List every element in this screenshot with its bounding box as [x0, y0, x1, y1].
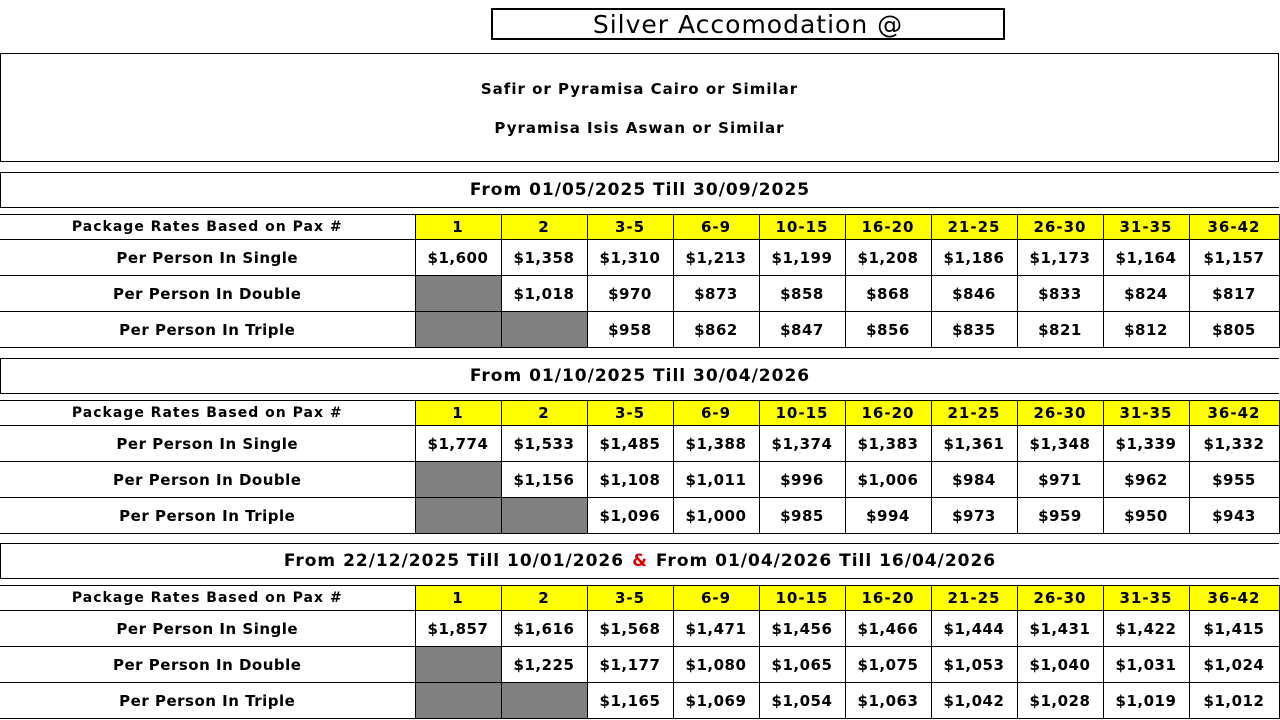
price-cell: $1,069	[673, 683, 759, 719]
table-row	[0, 462, 1279, 498]
price-cell: $1,225	[501, 647, 587, 683]
price-cell: $1,388	[673, 426, 759, 462]
price-cell: $1,006	[845, 462, 931, 498]
price-cell: $1,616	[501, 611, 587, 647]
season-3-period-ampersand: &	[632, 551, 648, 571]
unavailable-cell	[501, 683, 587, 719]
table-header-row	[0, 586, 1279, 611]
price-cell: $847	[759, 312, 845, 348]
price-cell: $1,108	[587, 462, 673, 498]
unavailable-cell	[415, 312, 501, 348]
pax-group-header: 10-15	[759, 401, 845, 426]
price-cell: $1,075	[845, 647, 931, 683]
pax-group-header: 16-20	[845, 401, 931, 426]
price-cell: $1,208	[845, 240, 931, 276]
price-cell: $973	[931, 498, 1017, 534]
header-label: Package Rates Based on Pax #	[0, 215, 415, 240]
price-cell: $985	[759, 498, 845, 534]
pax-group-header: 1	[415, 401, 501, 426]
row-label: Per Person In Double	[0, 276, 415, 312]
price-cell: $1,471	[673, 611, 759, 647]
pax-group-header: 36-42	[1189, 215, 1279, 240]
price-cell: $996	[759, 462, 845, 498]
price-cell: $821	[1017, 312, 1103, 348]
pax-group-header: 21-25	[931, 215, 1017, 240]
pax-group-header: 36-42	[1189, 586, 1279, 611]
pax-group-header: 6-9	[673, 401, 759, 426]
price-cell: $1,019	[1103, 683, 1189, 719]
table-row	[0, 276, 1279, 312]
season-1-rate-table	[0, 214, 1280, 348]
pax-group-header: 2	[501, 215, 587, 240]
pax-group-header: 3-5	[587, 215, 673, 240]
unavailable-cell	[415, 498, 501, 534]
price-cell: $1,600	[415, 240, 501, 276]
price-cell: $846	[931, 276, 1017, 312]
price-cell: $1,063	[845, 683, 931, 719]
pax-group-header: 31-35	[1103, 215, 1189, 240]
price-cell: $971	[1017, 462, 1103, 498]
pax-group-header: 10-15	[759, 215, 845, 240]
price-cell: $1,332	[1189, 426, 1279, 462]
unavailable-cell	[501, 312, 587, 348]
price-cell: $1,415	[1189, 611, 1279, 647]
header-label: Package Rates Based on Pax #	[0, 586, 415, 611]
price-cell: $858	[759, 276, 845, 312]
price-cell: $817	[1189, 276, 1279, 312]
price-cell: $1,156	[501, 462, 587, 498]
price-cell: $1,485	[587, 426, 673, 462]
price-cell: $1,011	[673, 462, 759, 498]
table-row	[0, 498, 1279, 534]
price-cell: $1,431	[1017, 611, 1103, 647]
price-cell: $812	[1103, 312, 1189, 348]
price-cell: $1,157	[1189, 240, 1279, 276]
price-cell: $1,310	[587, 240, 673, 276]
pax-group-header: 16-20	[845, 215, 931, 240]
season-2-period-text: From 01/10/2025 Till 30/04/2026	[469, 366, 811, 386]
row-label: Per Person In Double	[0, 647, 415, 683]
price-cell: $970	[587, 276, 673, 312]
season-2-rate-table	[0, 400, 1280, 534]
price-cell: $959	[1017, 498, 1103, 534]
price-cell: $1,199	[759, 240, 845, 276]
price-cell: $958	[587, 312, 673, 348]
price-cell: $962	[1103, 462, 1189, 498]
price-cell: $1,358	[501, 240, 587, 276]
season-1-period-text: From 01/05/2025 Till 30/09/2025	[469, 180, 811, 200]
row-label: Per Person In Single	[0, 426, 415, 462]
price-cell: $805	[1189, 312, 1279, 348]
price-cell: $1,177	[587, 647, 673, 683]
season-3-period-part2: From 01/04/2026 Till 16/04/2026	[655, 551, 997, 571]
pax-group-header: 10-15	[759, 586, 845, 611]
pax-group-header: 21-25	[931, 401, 1017, 426]
table-row	[0, 240, 1279, 276]
price-cell: $1,173	[1017, 240, 1103, 276]
pax-group-header: 1	[415, 215, 501, 240]
price-cell: $1,456	[759, 611, 845, 647]
unavailable-cell	[415, 647, 501, 683]
price-cell: $943	[1189, 498, 1279, 534]
price-cell: $1,165	[587, 683, 673, 719]
price-cell: $1,080	[673, 647, 759, 683]
price-cell: $1,096	[587, 498, 673, 534]
pax-group-header: 3-5	[587, 586, 673, 611]
pax-group-header: 6-9	[673, 215, 759, 240]
table-header-row	[0, 215, 1279, 240]
price-cell: $1,040	[1017, 647, 1103, 683]
pax-group-header: 21-25	[931, 586, 1017, 611]
table-row	[0, 312, 1279, 348]
table-row	[0, 683, 1279, 719]
pax-group-header: 2	[501, 401, 587, 426]
table-header-row	[0, 401, 1279, 426]
table-row	[0, 611, 1279, 647]
price-cell: $824	[1103, 276, 1189, 312]
price-cell: $1,018	[501, 276, 587, 312]
price-cell: $1,533	[501, 426, 587, 462]
price-cell: $1,374	[759, 426, 845, 462]
pax-group-header: 1	[415, 586, 501, 611]
price-cell: $1,024	[1189, 647, 1279, 683]
price-cell: $1,054	[759, 683, 845, 719]
price-cell: $994	[845, 498, 931, 534]
pax-group-header: 26-30	[1017, 401, 1103, 426]
price-cell: $873	[673, 276, 759, 312]
pax-group-header: 26-30	[1017, 586, 1103, 611]
price-cell: $1,028	[1017, 683, 1103, 719]
pax-group-header: 2	[501, 586, 587, 611]
row-label: Per Person In Double	[0, 462, 415, 498]
price-cell: $1,213	[673, 240, 759, 276]
price-cell: $955	[1189, 462, 1279, 498]
price-cell: $1,444	[931, 611, 1017, 647]
unavailable-cell	[415, 276, 501, 312]
price-cell: $1,383	[845, 426, 931, 462]
hotel-cairo: Safir or Pyramisa Cairo or Similar	[480, 80, 799, 98]
season-2-period	[0, 358, 1279, 394]
row-label: Per Person In Single	[0, 240, 415, 276]
price-cell: $856	[845, 312, 931, 348]
pax-group-header: 6-9	[673, 586, 759, 611]
pax-group-header: 16-20	[845, 586, 931, 611]
table-row	[0, 647, 1279, 683]
price-cell: $1,466	[845, 611, 931, 647]
hotel-aswan: Pyramisa Isis Aswan or Similar	[494, 119, 785, 137]
price-cell: $984	[931, 462, 1017, 498]
price-cell: $862	[673, 312, 759, 348]
season-3-period-part1: From 22/12/2025 Till 10/01/2026	[283, 551, 625, 571]
pax-group-header: 26-30	[1017, 215, 1103, 240]
price-cell: $1,012	[1189, 683, 1279, 719]
price-cell: $1,186	[931, 240, 1017, 276]
price-cell: $1,031	[1103, 647, 1189, 683]
row-label: Per Person In Single	[0, 611, 415, 647]
header-label: Package Rates Based on Pax #	[0, 401, 415, 426]
price-cell: $833	[1017, 276, 1103, 312]
pax-group-header: 36-42	[1189, 401, 1279, 426]
price-cell: $1,348	[1017, 426, 1103, 462]
row-label: Per Person In Triple	[0, 683, 415, 719]
hotel-info-box	[0, 53, 1279, 162]
row-label: Per Person In Triple	[0, 312, 415, 348]
price-cell: $1,361	[931, 426, 1017, 462]
row-label: Per Person In Triple	[0, 498, 415, 534]
price-cell: $1,000	[673, 498, 759, 534]
unavailable-cell	[501, 498, 587, 534]
pax-group-header: 3-5	[587, 401, 673, 426]
price-cell: $1,857	[415, 611, 501, 647]
price-cell: $1,042	[931, 683, 1017, 719]
price-cell: $1,164	[1103, 240, 1189, 276]
price-cell: $1,065	[759, 647, 845, 683]
unavailable-cell	[415, 462, 501, 498]
season-3-period	[0, 543, 1279, 579]
price-cell: $1,568	[587, 611, 673, 647]
pax-group-header: 31-35	[1103, 401, 1189, 426]
page-title: Silver Accomodation @	[491, 8, 1005, 40]
price-cell: $950	[1103, 498, 1189, 534]
price-cell: $1,774	[415, 426, 501, 462]
price-cell: $1,422	[1103, 611, 1189, 647]
price-cell: $1,053	[931, 647, 1017, 683]
table-row	[0, 426, 1279, 462]
price-cell: $1,339	[1103, 426, 1189, 462]
season-1-period	[0, 172, 1279, 208]
unavailable-cell	[415, 683, 501, 719]
season-3-rate-table	[0, 585, 1280, 719]
pax-group-header: 31-35	[1103, 586, 1189, 611]
price-cell: $835	[931, 312, 1017, 348]
price-cell: $868	[845, 276, 931, 312]
